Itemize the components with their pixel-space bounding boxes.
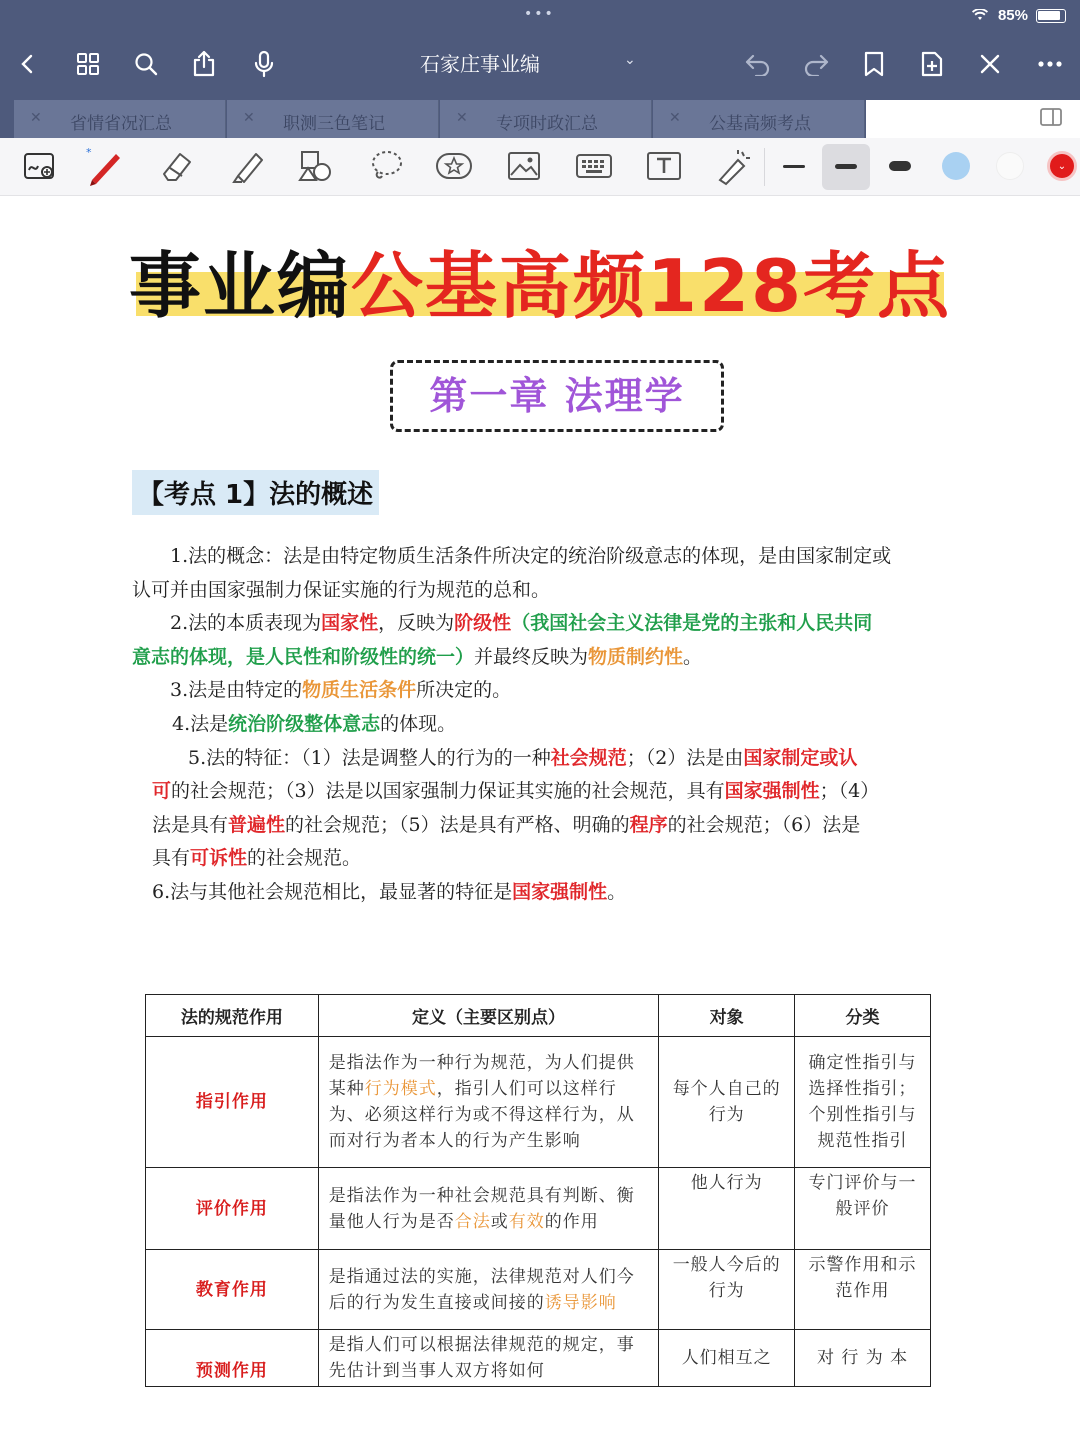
tab-1[interactable] (14, 100, 226, 138)
text: 的社会规范；（6）法是 (667, 813, 861, 836)
keyword: 行为模式 (364, 1079, 437, 1099)
table-cell-object: 人们相互之 (659, 1330, 795, 1387)
chapter-heading: 第一章 法理学 (429, 374, 685, 418)
more-icon[interactable] (1030, 44, 1070, 84)
paragraph-1b: 认可并由国家强制力保证实施的行为规范的总和。 (132, 578, 551, 601)
tab-2[interactable] (227, 100, 439, 138)
keyword: 国家性 (321, 612, 379, 635)
text: 是指通过法的实施，法律规范对人们今后的行为发生直接或间接的 (328, 1266, 635, 1313)
paragraph-1a: 1.法的概念：法是由特定物质生活条件所决定的统治阶级意志的体现，是由国家制定或 (170, 545, 892, 567)
paragraph-4 (132, 708, 932, 742)
color-blue-swatch[interactable] (936, 146, 976, 186)
keyword: 物质制约性 (588, 645, 684, 668)
svg-text:*: * (86, 146, 92, 159)
tab-label: 职测三色笔记 (283, 114, 385, 134)
redo-icon[interactable] (796, 44, 836, 84)
tab-label: 专项时政汇总 (496, 114, 598, 134)
sticker-icon[interactable] (434, 146, 474, 186)
text: 并最终反映为 (474, 645, 589, 668)
keyword: 意志的体现，是人民性和阶级性的统一） (132, 645, 475, 668)
table-header-row (146, 995, 931, 1037)
keyword: 国家强制性 (512, 880, 608, 903)
status-bar (0, 0, 1080, 32)
text: 的社会规范；（5）法是具有严格、明确的 (285, 813, 630, 836)
battery-icon (1036, 9, 1066, 23)
paragraph-2a (132, 607, 932, 641)
title-red-part: 公基高频128考点 (350, 244, 952, 328)
pen-icon[interactable] (86, 146, 126, 186)
paragraph-5a (132, 742, 932, 776)
paragraph-2b (132, 641, 932, 675)
medium-stroke-option[interactable] (822, 144, 870, 190)
keyword: 社会规范 (550, 746, 627, 769)
add-page-icon[interactable] (912, 44, 952, 84)
text: 法是具有 (152, 813, 229, 836)
share-icon[interactable] (184, 44, 224, 84)
text: 是指法作为一种社会规范具有判断、衡量他人行为是否 (328, 1185, 635, 1232)
text: 6.法与其他社会规范相比，最显著的特征是 (152, 880, 513, 903)
thick-stroke-option[interactable] (880, 146, 920, 186)
laser-pointer-icon[interactable] (712, 146, 752, 186)
text: 的作用 (544, 1211, 599, 1232)
keyword: 国家强制性 (724, 780, 820, 803)
section-heading: 【考点 1】法的概述 (132, 470, 379, 515)
table-row (146, 1330, 931, 1387)
search-icon[interactable] (126, 44, 166, 84)
keyword: 诱导影响 (544, 1292, 617, 1313)
tab-new[interactable] (866, 100, 1080, 138)
keyword: 阶级性 (454, 612, 512, 635)
table-cell-class: 示警作用和示范作用 (795, 1250, 931, 1330)
keyword: 国家制定或认 (743, 746, 858, 769)
text: ，指引人们可以这样行为、必须这样行为或不得这样行为，从而对行为者本人的行为产生影响 (328, 1079, 635, 1151)
lasso-icon[interactable] (366, 146, 406, 186)
tab-3[interactable] (440, 100, 652, 138)
text: 具有 (152, 847, 191, 870)
tab-label: 公基高频考点 (709, 114, 811, 134)
text: 4.法是 (172, 712, 229, 735)
color-red-swatch[interactable]: ⌄ (1042, 146, 1080, 186)
image-icon[interactable] (504, 146, 544, 186)
table-cell-definition (318, 1168, 659, 1250)
text: ；（2）法是由 (626, 746, 744, 769)
keyword: 普遍性 (228, 813, 286, 836)
tab-close-icon[interactable]: ✕ (30, 110, 42, 126)
text: 。 (607, 880, 627, 903)
table-cell-class: 对 行 为 本 (795, 1330, 931, 1387)
close-icon[interactable] (970, 44, 1010, 84)
table-header: 对象 (659, 995, 795, 1037)
table-header: 分类 (795, 995, 931, 1037)
chevron-down-icon[interactable]: ⌄ (624, 52, 636, 68)
text: 3.法是由特定的 (170, 679, 303, 702)
keyword: 可 (152, 780, 172, 803)
table-row (146, 1037, 931, 1168)
table-cell-class: 专门评价与一般评价 (795, 1168, 931, 1250)
paragraph-6 (132, 876, 932, 910)
table-cell-role: 教育作用 (146, 1250, 319, 1330)
toolbar-divider (764, 148, 765, 186)
table-cell-object: 一般人今后的行为 (659, 1250, 795, 1330)
paragraph-3 (132, 674, 932, 708)
highlighter-icon[interactable] (228, 146, 268, 186)
content-body (132, 540, 932, 910)
keyword: 可诉性 (190, 847, 248, 870)
tab-close-icon[interactable]: ✕ (669, 110, 681, 126)
keyword: （我国社会主义法律是党的主张和人民共同 (511, 612, 873, 635)
table-cell-object: 他人行为 (659, 1168, 795, 1250)
text: 或 (490, 1211, 509, 1232)
table-row (146, 1168, 931, 1250)
text: 的体现。 (380, 712, 457, 735)
paragraph-5c (132, 809, 932, 843)
chapter-heading-box (390, 360, 724, 432)
tab-close-icon[interactable]: ✕ (243, 110, 255, 126)
text: 的社会规范。 (247, 847, 362, 870)
title-black-part: 事业编 (128, 244, 351, 328)
text: 2.法的本质表现为 (170, 612, 322, 635)
table-header: 法的规范作用 (146, 995, 319, 1037)
document-tabs (0, 96, 1080, 138)
eraser-icon[interactable] (156, 146, 196, 186)
paragraph-5d (132, 842, 932, 876)
document-title[interactable]: 石家庄事业编 (420, 52, 540, 76)
paragraph-5b (132, 775, 932, 809)
tab-4[interactable] (653, 100, 865, 138)
table-cell-object: 每个人自己的行为 (659, 1037, 795, 1168)
shapes-icon[interactable] (296, 146, 336, 186)
text: 所决定的。 (416, 679, 512, 702)
table-cell-class: 确定性指引与选择性指引；个别性指引与规范性指引 (795, 1037, 931, 1168)
keyword: 物质生活条件 (302, 679, 417, 702)
keyboard-icon[interactable] (574, 146, 614, 186)
text: 。 (683, 645, 703, 668)
text: 是指法作为一种行为规范，为人们提供某种 (328, 1053, 635, 1099)
back-icon[interactable] (8, 44, 48, 84)
zoom-window-icon[interactable] (20, 146, 60, 186)
table-cell-definition (318, 1037, 659, 1168)
table-cell-role: 评价作用 (146, 1168, 319, 1250)
keyword: 有效 (508, 1211, 545, 1232)
keyword: 合法 (454, 1211, 491, 1232)
tab-label: 省情省况汇总 (70, 114, 172, 134)
text: ，反映为 (378, 612, 455, 635)
app-toolbar (0, 32, 1080, 96)
tab-close-icon[interactable]: ✕ (456, 110, 468, 126)
table-cell-role: 指引作用 (146, 1037, 319, 1168)
keyword: 程序 (629, 813, 668, 836)
grid-view-icon[interactable] (68, 44, 108, 84)
table-cell-definition (318, 1250, 659, 1330)
split-view-icon[interactable] (1040, 108, 1062, 131)
keyword: 统治阶级整体意志 (228, 712, 381, 735)
table-header: 定义（主要区别点） (318, 995, 659, 1037)
table-cell-definition: 是指人们可以根据法律规范的规定，事先估计到当事人双方将如何 (318, 1330, 659, 1387)
wifi-icon (972, 9, 988, 25)
document-page[interactable] (0, 196, 1080, 1441)
text-box-icon[interactable] (644, 146, 684, 186)
text: 的社会规范；（3）法是以国家强制力保证其实施的社会规范，具有 (171, 780, 725, 803)
table-cell-role: 预测作用 (146, 1330, 319, 1387)
undo-icon[interactable] (738, 44, 778, 84)
battery-percent: 85% (997, 7, 1028, 24)
table-row (146, 1250, 931, 1330)
bookmark-icon[interactable] (854, 44, 894, 84)
multitask-dots-icon[interactable]: ••• (524, 6, 555, 22)
color-white-swatch[interactable] (990, 146, 1030, 186)
norm-function-table (145, 994, 931, 1387)
thin-stroke-option[interactable] (774, 146, 814, 186)
text: 5.法的特征：（1）法是调整人的行为的一种 (188, 746, 551, 769)
drawing-toolbar (0, 138, 1080, 196)
microphone-icon[interactable] (244, 44, 284, 84)
page-title (0, 228, 1080, 332)
text: ；（4） (819, 780, 880, 803)
